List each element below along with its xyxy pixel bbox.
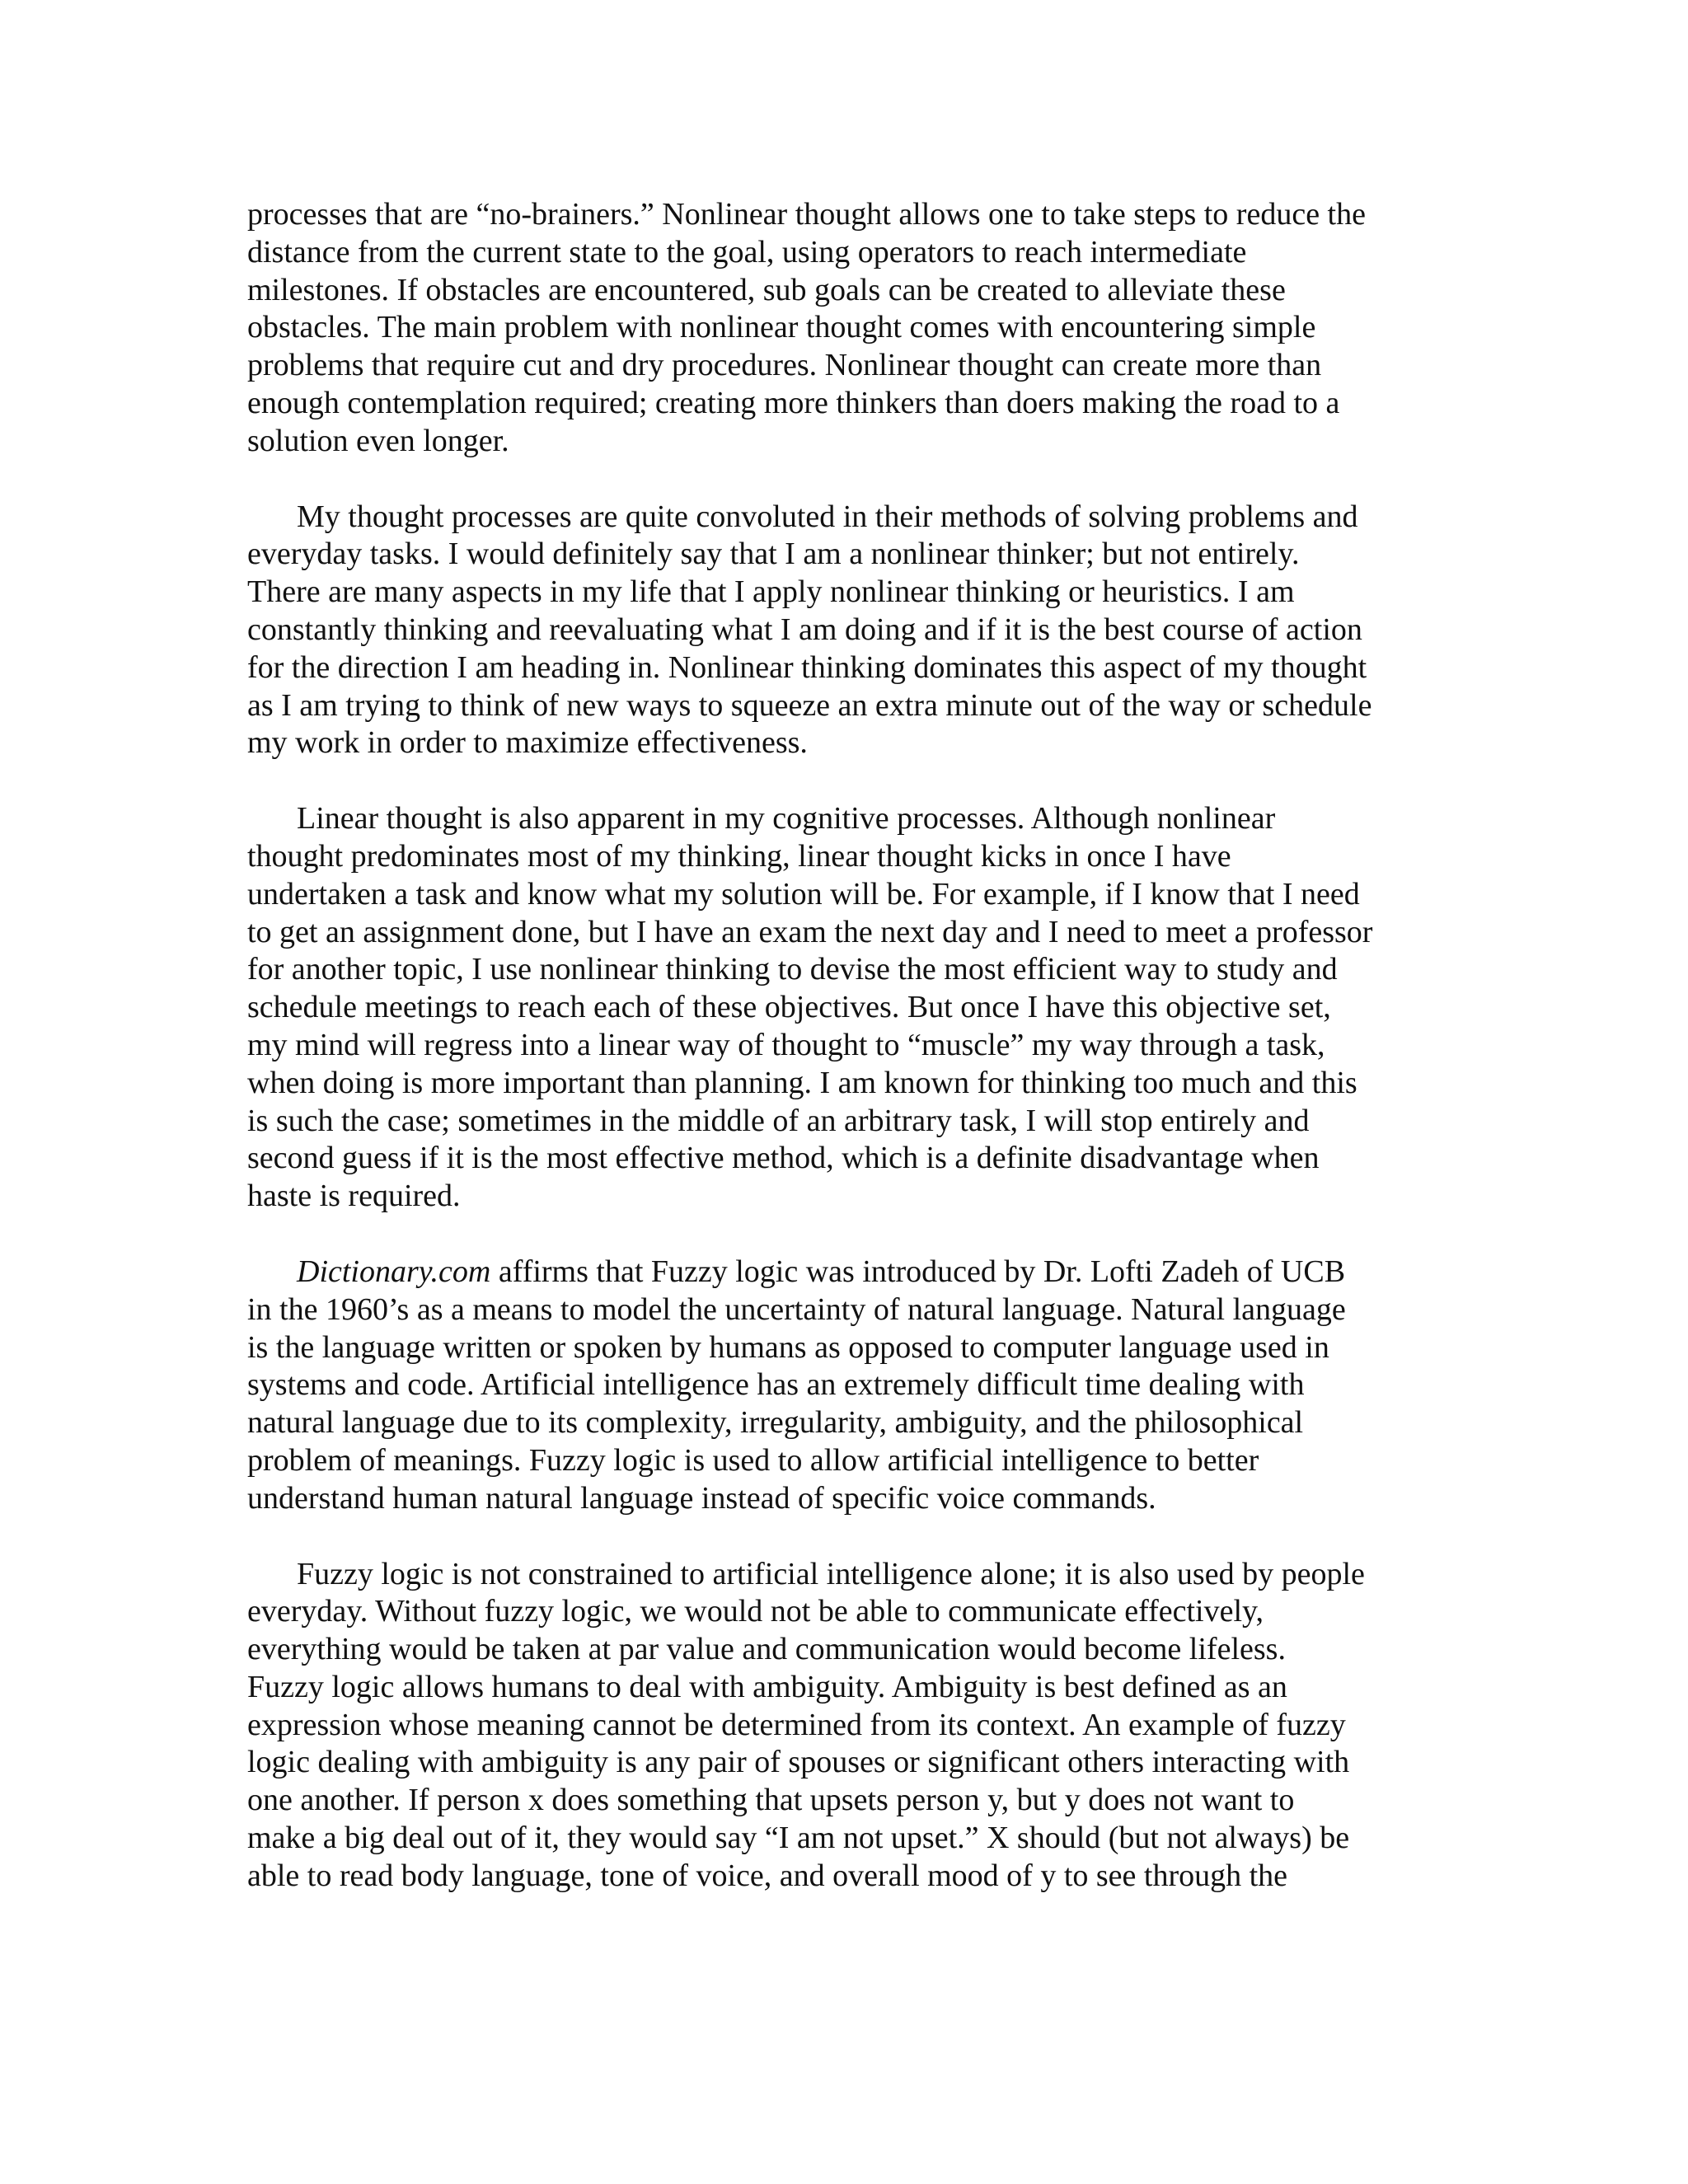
text-line: schedule meetings to reach each of these objectives. But once I have this objective set,: [247, 990, 1331, 1025]
text-line: to get an assignment done, but I have an exam the next day and I need to meet a professor: [247, 914, 1373, 949]
text-run: affirms that Fuzzy logic was introduced by Dr. Lofti Zadeh of UCB: [490, 1254, 1346, 1289]
text-line: haste is required.: [247, 1179, 461, 1214]
text-line: thought predominates most of my thinking, linear thought kicks in once I have: [247, 838, 1231, 874]
text-line: for the direction I am heading in. Nonlinear thinking dominates this aspect of my thought: [247, 649, 1367, 685]
text-line: for another topic, I use nonlinear thinking to devise the most efficient way to study and: [247, 952, 1338, 987]
text-line: as I am trying to think of new ways to squeeze an extra minute out of the way or schedule: [247, 687, 1372, 723]
text-line: everyday tasks. I would definitely say that I am a nonlinear thinker; but not entirely.: [247, 537, 1300, 572]
text-line: expression whose meaning cannot be determined from its context. An example of fuzzy: [247, 1707, 1346, 1742]
text-line: second guess if it is the most effective method, which is a definite disadvantage when: [247, 1141, 1320, 1176]
text-line: constantly thinking and reevaluating what I am doing and if it is the best course of action: [247, 612, 1362, 647]
text-line: My thought processes are quite convoluted in their methods of solving problems and: [297, 499, 1358, 534]
text-line: when doing is more important than planning. I am known for thinking too much and this: [247, 1065, 1357, 1100]
paragraph-5: [247, 1556, 1451, 1896]
text-line: in the 1960’s as a means to model the uncertainty of natural language. Natural language: [247, 1291, 1346, 1327]
text-line: Fuzzy logic is not constrained to artificial intelligence alone; it is also used by people: [297, 1556, 1365, 1591]
text-line: is such the case; sometimes in the middle of an arbitrary task, I will stop entirely and: [247, 1103, 1310, 1138]
text-line: everything would be taken at par value and communication would become lifeless.: [247, 1632, 1286, 1667]
text-line: logic dealing with ambiguity is any pair of spouses or significant others interacting with: [247, 1745, 1350, 1780]
text-line: make a big deal out of it, they would say “I am not upset.” X should (but not always) be: [247, 1821, 1350, 1856]
text-line: processes that are “no-brainers.” Nonlinear thought allows one to take steps to reduce the: [247, 197, 1366, 232]
text-line: able to read body language, tone of voice, and overall mood of y to see through the: [247, 1858, 1288, 1893]
text-line: problems that require cut and dry procedures. Nonlinear thought can create more than: [247, 348, 1322, 383]
text-line: obstacles. The main problem with nonlinear thought comes with encountering simple: [247, 310, 1316, 345]
paragraph-1: [247, 196, 1451, 461]
text-line: milestones. If obstacles are encountered, sub goals can be created to alleviate these: [247, 272, 1286, 307]
text-line: [247, 1254, 1451, 1291]
text-line: one another. If person x does something that upsets person y, but y does not want to: [247, 1783, 1295, 1818]
text-line: solution even longer.: [247, 423, 509, 458]
source-title: Dictionary.com: [297, 1254, 491, 1289]
text-line: is the language written or spoken by humans as opposed to computer language used in: [247, 1329, 1329, 1365]
text-line: natural language due to its complexity, irregularity, ambiguity, and the philosophical: [247, 1405, 1304, 1441]
document-body: [247, 196, 1451, 1933]
paragraph-4: [247, 1254, 1451, 1518]
text-line: everyday. Without fuzzy logic, we would not be able to communicate effectively,: [247, 1594, 1264, 1629]
text-line: There are many aspects in my life that I apply nonlinear thinking or heuristics. I am: [247, 574, 1295, 610]
text-line: enough contemplation required; creating more thinkers than doers making the road to a: [247, 385, 1340, 420]
text-line: my mind will regress into a linear way of thought to “muscle” my way through a task,: [247, 1027, 1325, 1062]
text-line: Linear thought is also apparent in my cognitive processes. Although nonlinear: [297, 801, 1276, 837]
text-line: problem of meanings. Fuzzy logic is used to allow artificial intelligence to better: [247, 1442, 1259, 1478]
text-line: systems and code. Artificial intelligence has an extremely difficult time dealing with: [247, 1367, 1305, 1403]
text-line: distance from the current state to the goal, using operators to reach intermediate: [247, 234, 1247, 269]
paragraph-2: [247, 499, 1451, 763]
text-line: Fuzzy logic allows humans to deal with ambiguity. Ambiguity is best defined as an: [247, 1669, 1287, 1704]
text-line: my work in order to maximize effectiveness.: [247, 725, 808, 761]
text-line: undertaken a task and know what my solution will be. For example, if I know that I need: [247, 876, 1360, 912]
paragraph-3: [247, 800, 1451, 1216]
text-line: understand human natural language instead of specific voice commands.: [247, 1480, 1156, 1516]
